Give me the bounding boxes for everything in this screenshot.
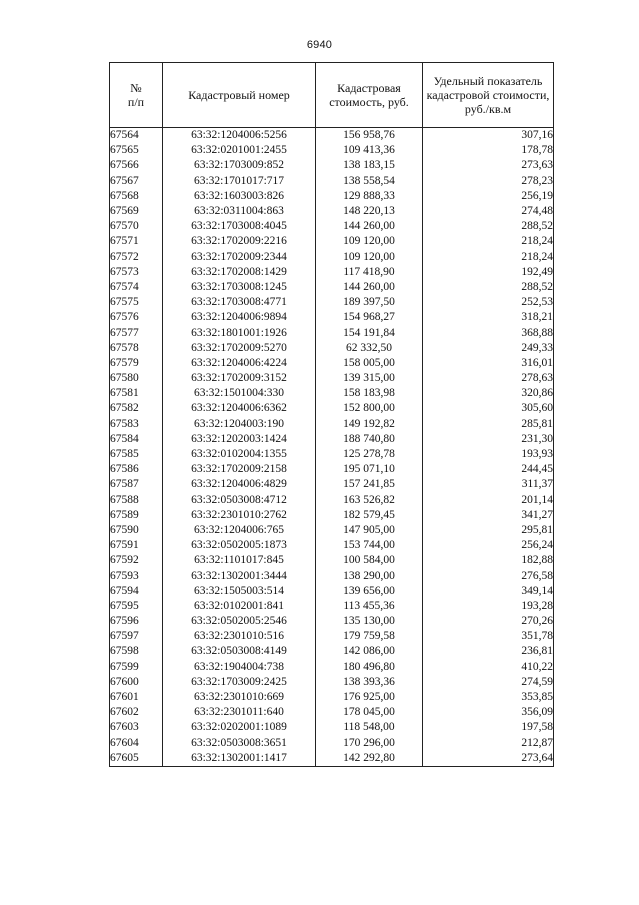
cadastral-number-cell: 63:32:1702009:2158: [163, 462, 316, 477]
table-row: [110, 280, 554, 295]
cadastral-cost-cell: 195 071,10: [316, 462, 423, 477]
cadastral-number-cell: 63:32:1703008:4045: [163, 219, 316, 234]
cadastral-cost-cell: 149 192,82: [316, 417, 423, 432]
cadastral-number-cell: 63:32:2301010:516: [163, 629, 316, 644]
cadastral-number-cell: 63:32:0503008:4149: [163, 644, 316, 659]
cadastral-cost-cell: 62 332,50: [316, 341, 423, 356]
cadastral-number-cell: 63:32:0502005:2546: [163, 614, 316, 629]
specific-indicator-cell: 320,86: [423, 386, 554, 401]
cadastral-number-cell: 63:32:1302001:3444: [163, 568, 316, 583]
cadastral-cost-cell: 158 005,00: [316, 356, 423, 371]
row-number-cell: 67582: [110, 401, 163, 416]
table-row: [110, 660, 554, 675]
cadastral-cost-cell: 156 958,76: [316, 128, 423, 144]
cadastral-number-cell: 63:32:1702009:2216: [163, 234, 316, 249]
row-number-cell: 67596: [110, 614, 163, 629]
cadastral-number-cell: 63:32:1204006:5256: [163, 128, 316, 144]
cadastral-number-cell: 63:32:0201001:2455: [163, 143, 316, 158]
cadastral-cost-cell: 154 968,27: [316, 310, 423, 325]
specific-indicator-cell: 201,14: [423, 493, 554, 508]
table-row: [110, 143, 554, 158]
table-row: [110, 234, 554, 249]
cadastral-number-cell: 63:32:0202001:1089: [163, 720, 316, 735]
cadastral-number-cell: 63:32:0503008:3651: [163, 736, 316, 751]
cadastral-number-cell: 63:32:1302001:1417: [163, 751, 316, 767]
cadastral-cost-cell: 157 241,85: [316, 477, 423, 492]
specific-indicator-cell: 273,64: [423, 751, 554, 767]
specific-indicator-cell: 274,59: [423, 675, 554, 690]
cadastral-cost-cell: 182 579,45: [316, 508, 423, 523]
table-row: [110, 568, 554, 583]
cadastral-number-cell: 63:32:1703008:4771: [163, 295, 316, 310]
cadastral-cost-cell: 179 759,58: [316, 629, 423, 644]
cadastral-cost-cell: 100 584,00: [316, 553, 423, 568]
specific-indicator-cell: 249,33: [423, 341, 554, 356]
row-number-cell: 67602: [110, 705, 163, 720]
row-number-cell: 67585: [110, 447, 163, 462]
table-row: [110, 493, 554, 508]
table-row: [110, 128, 554, 144]
cadastral-cost-cell: 144 260,00: [316, 280, 423, 295]
cadastral-cost-cell: 109 120,00: [316, 234, 423, 249]
cadastral-cost-cell: 138 558,54: [316, 174, 423, 189]
row-number-cell: 67592: [110, 553, 163, 568]
row-number-cell: 67581: [110, 386, 163, 401]
table-row: [110, 644, 554, 659]
cadastral-number-cell: 63:32:1501004:330: [163, 386, 316, 401]
cadastral-number-cell: 63:32:0102001:841: [163, 599, 316, 614]
row-number-cell: 67575: [110, 295, 163, 310]
cadastral-cost-cell: 135 130,00: [316, 614, 423, 629]
specific-indicator-cell: 273,63: [423, 158, 554, 173]
cadastral-cost-cell: 138 393,36: [316, 675, 423, 690]
specific-indicator-cell: 270,26: [423, 614, 554, 629]
table-row: [110, 386, 554, 401]
row-number-cell: 67601: [110, 690, 163, 705]
specific-indicator-cell: 276,58: [423, 568, 554, 583]
cadastral-cost-cell: 189 397,50: [316, 295, 423, 310]
row-number-cell: 67599: [110, 660, 163, 675]
specific-indicator-cell: 368,88: [423, 325, 554, 340]
cadastral-number-cell: 63:32:1702008:1429: [163, 265, 316, 280]
cadastral-number-cell: 63:32:1204006:4829: [163, 477, 316, 492]
table-row: [110, 432, 554, 447]
row-number-cell: 67569: [110, 204, 163, 219]
table-row: [110, 401, 554, 416]
row-number-cell: 67600: [110, 675, 163, 690]
row-number-cell: 67605: [110, 751, 163, 767]
cadastral-cost-cell: 180 496,80: [316, 660, 423, 675]
specific-indicator-cell: 278,23: [423, 174, 554, 189]
specific-indicator-cell: 278,63: [423, 371, 554, 386]
cadastral-cost-cell: 178 045,00: [316, 705, 423, 720]
table-row: [110, 417, 554, 432]
cadastral-cost-cell: 158 183,98: [316, 386, 423, 401]
row-number-cell: 67589: [110, 508, 163, 523]
cadastral-number-cell: 63:32:0311004:863: [163, 204, 316, 219]
row-number-cell: 67588: [110, 493, 163, 508]
row-number-cell: 67570: [110, 219, 163, 234]
specific-indicator-cell: 182,88: [423, 553, 554, 568]
specific-indicator-cell: 349,14: [423, 584, 554, 599]
cadastral-cost-cell: 142 086,00: [316, 644, 423, 659]
table-row: [110, 310, 554, 325]
table-row: [110, 341, 554, 356]
row-number-cell: 67604: [110, 736, 163, 751]
row-number-cell: 67593: [110, 568, 163, 583]
cadastral-value-table: [109, 62, 554, 767]
table-row: [110, 325, 554, 340]
specific-indicator-cell: 218,24: [423, 250, 554, 265]
table-row: [110, 614, 554, 629]
page-number: 6940: [306, 39, 333, 51]
row-number-cell: 67577: [110, 325, 163, 340]
specific-indicator-cell: 305,60: [423, 401, 554, 416]
specific-indicator-cell: 197,58: [423, 720, 554, 735]
table-row: [110, 356, 554, 371]
specific-indicator-cell: 252,53: [423, 295, 554, 310]
row-number-cell: 67586: [110, 462, 163, 477]
specific-indicator-cell: 311,37: [423, 477, 554, 492]
row-number-cell: 67597: [110, 629, 163, 644]
cadastral-number-cell: 63:32:1204006:765: [163, 523, 316, 538]
row-number-cell: 67594: [110, 584, 163, 599]
cadastral-number-cell: 63:32:1505003:514: [163, 584, 316, 599]
table-row: [110, 538, 554, 553]
specific-indicator-cell: 307,16: [423, 128, 554, 144]
cadastral-cost-cell: 142 292,80: [316, 751, 423, 767]
cadastral-cost-cell: 138 183,15: [316, 158, 423, 173]
cadastral-number-cell: 63:32:1904004:738: [163, 660, 316, 675]
row-number-cell: 67584: [110, 432, 163, 447]
cadastral-number-cell: 63:32:2301010:2762: [163, 508, 316, 523]
cadastral-number-cell: 63:32:1101017:845: [163, 553, 316, 568]
table-body: [110, 128, 554, 767]
cadastral-cost-cell: 188 740,80: [316, 432, 423, 447]
cadastral-number-cell: 63:32:1702009:5270: [163, 341, 316, 356]
row-number-cell: 67573: [110, 265, 163, 280]
row-number-cell: 67566: [110, 158, 163, 173]
specific-indicator-cell: 218,24: [423, 234, 554, 249]
cadastral-number-cell: 63:32:1202003:1424: [163, 432, 316, 447]
row-number-cell: 67564: [110, 128, 163, 144]
specific-indicator-cell: 353,85: [423, 690, 554, 705]
specific-indicator-cell: 193,28: [423, 599, 554, 614]
cadastral-number-cell: 63:32:1703009:852: [163, 158, 316, 173]
specific-indicator-cell: 244,45: [423, 462, 554, 477]
table-row: [110, 295, 554, 310]
cadastral-number-cell: 63:32:1801001:1926: [163, 325, 316, 340]
specific-indicator-cell: 178,78: [423, 143, 554, 158]
table-row: [110, 462, 554, 477]
row-number-cell: 67595: [110, 599, 163, 614]
specific-indicator-cell: 236,81: [423, 644, 554, 659]
cadastral-cost-cell: 170 296,00: [316, 736, 423, 751]
row-number-cell: 67590: [110, 523, 163, 538]
table-row: [110, 675, 554, 690]
cadastral-number-cell: 63:32:1703008:1245: [163, 280, 316, 295]
cadastral-cost-cell: 118 548,00: [316, 720, 423, 735]
specific-indicator-cell: 256,19: [423, 189, 554, 204]
cadastral-number-cell: 63:32:0503008:4712: [163, 493, 316, 508]
header-row: [110, 63, 554, 128]
row-number-cell: 67572: [110, 250, 163, 265]
specific-indicator-cell: 341,27: [423, 508, 554, 523]
cadastral-number-cell: 63:32:1603003:826: [163, 189, 316, 204]
table-row: [110, 523, 554, 538]
cadastral-cost-cell: 113 455,36: [316, 599, 423, 614]
row-number-cell: 67603: [110, 720, 163, 735]
table-row: [110, 158, 554, 173]
specific-indicator-cell: 192,49: [423, 265, 554, 280]
table-row: [110, 174, 554, 189]
cadastral-cost-cell: 153 744,00: [316, 538, 423, 553]
table-row: [110, 371, 554, 386]
row-number-cell: 67568: [110, 189, 163, 204]
row-number-cell: 67591: [110, 538, 163, 553]
table-header: [110, 63, 554, 128]
specific-indicator-cell: 316,01: [423, 356, 554, 371]
header-cadastral-number: Кадастровый номер: [163, 63, 316, 128]
cadastral-number-cell: 63:32:1204006:6362: [163, 401, 316, 416]
row-number-cell: 67565: [110, 143, 163, 158]
header-specific-indicator: Удельный показатель кадастровой стоимости, руб./кв.м: [423, 63, 554, 128]
specific-indicator-cell: 231,30: [423, 432, 554, 447]
specific-indicator-cell: 256,24: [423, 538, 554, 553]
cadastral-cost-cell: 125 278,78: [316, 447, 423, 462]
cadastral-number-cell: 63:32:1204003:190: [163, 417, 316, 432]
cadastral-cost-cell: 154 191,84: [316, 325, 423, 340]
table-row: [110, 584, 554, 599]
cadastral-cost-cell: 139 656,00: [316, 584, 423, 599]
cadastral-cost-cell: 152 800,00: [316, 401, 423, 416]
table-row: [110, 705, 554, 720]
table-row: [110, 690, 554, 705]
cadastral-number-cell: 63:32:0502005:1873: [163, 538, 316, 553]
cadastral-number-cell: 63:32:1204006:9894: [163, 310, 316, 325]
table-row: [110, 720, 554, 735]
row-number-cell: 67579: [110, 356, 163, 371]
cadastral-number-cell: 63:32:1701017:717: [163, 174, 316, 189]
row-number-cell: 67587: [110, 477, 163, 492]
specific-indicator-cell: 274,48: [423, 204, 554, 219]
table-row: [110, 736, 554, 751]
specific-indicator-cell: 193,93: [423, 447, 554, 462]
header-cadastral-cost: Кадастровая стоимость, руб.: [316, 63, 423, 128]
table-row: [110, 599, 554, 614]
cadastral-cost-cell: 144 260,00: [316, 219, 423, 234]
cadastral-cost-cell: 117 418,90: [316, 265, 423, 280]
cadastral-number-cell: 63:32:1204006:4224: [163, 356, 316, 371]
cadastral-cost-cell: 176 925,00: [316, 690, 423, 705]
specific-indicator-cell: 288,52: [423, 280, 554, 295]
table-row: [110, 265, 554, 280]
cadastral-number-cell: 63:32:0102004:1355: [163, 447, 316, 462]
table-row: [110, 751, 554, 767]
table-row: [110, 204, 554, 219]
row-number-cell: 67574: [110, 280, 163, 295]
table-row: [110, 250, 554, 265]
row-number-cell: 67567: [110, 174, 163, 189]
specific-indicator-cell: 285,81: [423, 417, 554, 432]
row-number-cell: 67571: [110, 234, 163, 249]
row-number-cell: 67583: [110, 417, 163, 432]
header-row-number: № п/п: [110, 63, 163, 128]
table-row: [110, 447, 554, 462]
cadastral-cost-cell: 139 315,00: [316, 371, 423, 386]
cadastral-cost-cell: 147 905,00: [316, 523, 423, 538]
row-number-cell: 67598: [110, 644, 163, 659]
specific-indicator-cell: 288,52: [423, 219, 554, 234]
cadastral-cost-cell: 163 526,82: [316, 493, 423, 508]
table-row: [110, 629, 554, 644]
row-number-cell: 67578: [110, 341, 163, 356]
row-number-cell: 67580: [110, 371, 163, 386]
row-number-cell: 67576: [110, 310, 163, 325]
specific-indicator-cell: 410,22: [423, 660, 554, 675]
specific-indicator-cell: 318,21: [423, 310, 554, 325]
specific-indicator-cell: 356,09: [423, 705, 554, 720]
specific-indicator-cell: 295,81: [423, 523, 554, 538]
cadastral-number-cell: 63:32:2301011:640: [163, 705, 316, 720]
table-row: [110, 219, 554, 234]
table-row: [110, 553, 554, 568]
cadastral-number-cell: 63:32:1702009:3152: [163, 371, 316, 386]
table-row: [110, 477, 554, 492]
cadastral-cost-cell: 109 120,00: [316, 250, 423, 265]
cadastral-cost-cell: 129 888,33: [316, 189, 423, 204]
specific-indicator-cell: 212,87: [423, 736, 554, 751]
cadastral-cost-cell: 148 220,13: [316, 204, 423, 219]
specific-indicator-cell: 351,78: [423, 629, 554, 644]
cadastral-cost-cell: 138 290,00: [316, 568, 423, 583]
cadastral-cost-cell: 109 413,36: [316, 143, 423, 158]
table-row: [110, 508, 554, 523]
cadastral-number-cell: 63:32:1703009:2425: [163, 675, 316, 690]
cadastral-number-cell: 63:32:1702009:2344: [163, 250, 316, 265]
cadastral-number-cell: 63:32:2301010:669: [163, 690, 316, 705]
table-row: [110, 189, 554, 204]
